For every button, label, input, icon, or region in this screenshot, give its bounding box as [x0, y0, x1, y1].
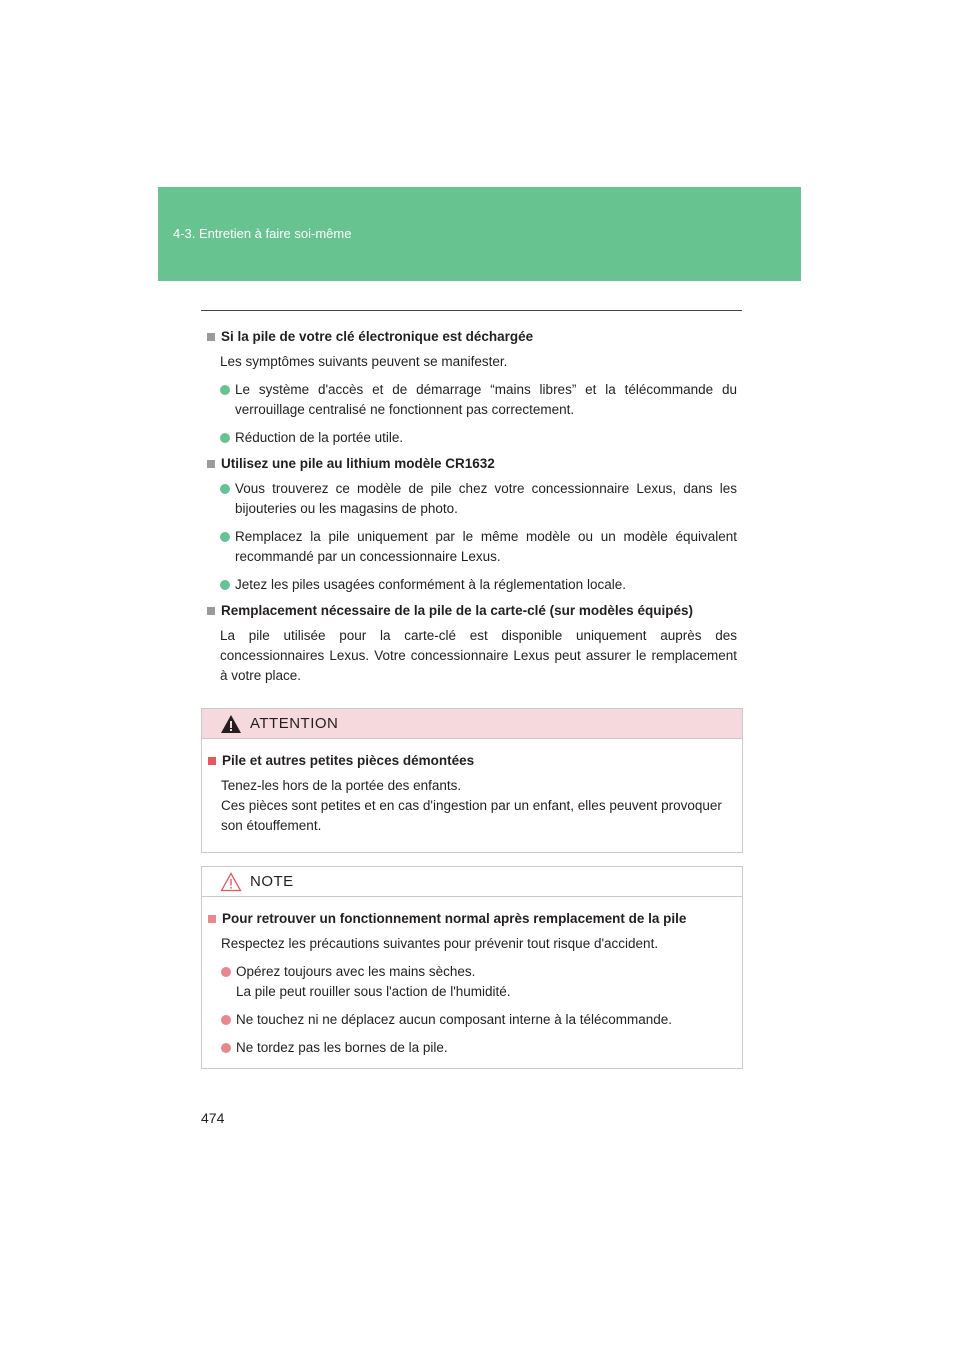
heading-pile-dechargee: Si la pile de votre clé électronique est déchargée: [207, 329, 737, 344]
bullet-dot-icon: [221, 967, 231, 977]
square-bullet-icon: [208, 915, 216, 923]
page-number: 474: [201, 1110, 225, 1126]
square-bullet-icon: [207, 607, 215, 615]
attention-text: Tenez-les hors de la portée des enfants.: [221, 778, 462, 793]
bullet-dot-icon: [220, 484, 230, 494]
note-box: [201, 866, 743, 1069]
paragraph: La pile utilisée pour la carte-clé est disponible uniquement auprès des concessionnaires Lexus. Votre concessionnaire Lexus peut assurer le remplacement à votre place.: [220, 628, 737, 683]
bullet-dot-icon: [220, 532, 230, 542]
section-title: 4-3. Entretien à faire soi-même: [173, 226, 352, 241]
square-bullet-icon: [207, 460, 215, 468]
list-item: Jetez les piles usagées conformément à la réglementation locale.: [220, 575, 737, 595]
attention-heading: Pile et autres petites pièces démontées: [208, 753, 742, 768]
list-item: Vous trouverez ce modèle de pile chez votre concessionnaire Lexus, dans les bijouteries ou les magasins de photo.: [220, 479, 737, 519]
bullet-dot-icon: [221, 1043, 231, 1053]
warning-icon: [220, 714, 242, 734]
note-heading: Pour retrouver un fonctionnement normal après remplacement de la pile: [208, 911, 742, 926]
attention-header: [202, 709, 742, 739]
header-band: [158, 187, 801, 281]
note-label: NOTE: [250, 873, 294, 890]
heading-pile-lithium: Utilisez une pile au lithium modèle CR1632: [207, 456, 737, 471]
list-item: Ne touchez ni ne déplacez aucun composant interne à la télécommande.: [221, 1010, 742, 1030]
list-item: Remplacez la pile uniquement par le même modèle ou un modèle équivalent recommandé par un concessionnaire Lexus.: [220, 527, 737, 567]
heading-carte-cle: Remplacement nécessaire de la pile de la carte-clé (sur modèles équipés): [207, 603, 737, 618]
square-bullet-icon: [208, 757, 216, 765]
list-item: Opérez toujours avec les mains sèches. La pile peut rouiller sous l'action de l'humidité.: [221, 962, 742, 1002]
bullet-dot-icon: [220, 433, 230, 443]
bullet-dot-icon: [220, 385, 230, 395]
attention-text: Ces pièces sont petites et en cas d'ingestion par un enfant, elles peuvent provoquer son étouffement.: [221, 798, 722, 833]
square-bullet-icon: [207, 333, 215, 341]
main-content: [207, 329, 737, 694]
caution-icon: [220, 872, 242, 892]
attention-box: [201, 708, 743, 853]
bullet-dot-icon: [221, 1015, 231, 1025]
list-item: Ne tordez pas les bornes de la pile.: [221, 1038, 742, 1058]
list-item: Le système d'accès et de démarrage “mains libres” et la télécommande du verrouillage centralisé ne fonctionnent pas correctement.: [220, 380, 737, 420]
attention-label: ATTENTION: [250, 715, 339, 732]
note-header: [202, 867, 742, 897]
note-intro: Respectez les précautions suivantes pour prévenir tout risque d'accident.: [221, 936, 659, 951]
divider: [201, 310, 742, 311]
list-item: Réduction de la portée utile.: [220, 428, 737, 448]
bullet-dot-icon: [220, 580, 230, 590]
paragraph: Les symptômes suivants peuvent se manifester.: [220, 354, 508, 369]
